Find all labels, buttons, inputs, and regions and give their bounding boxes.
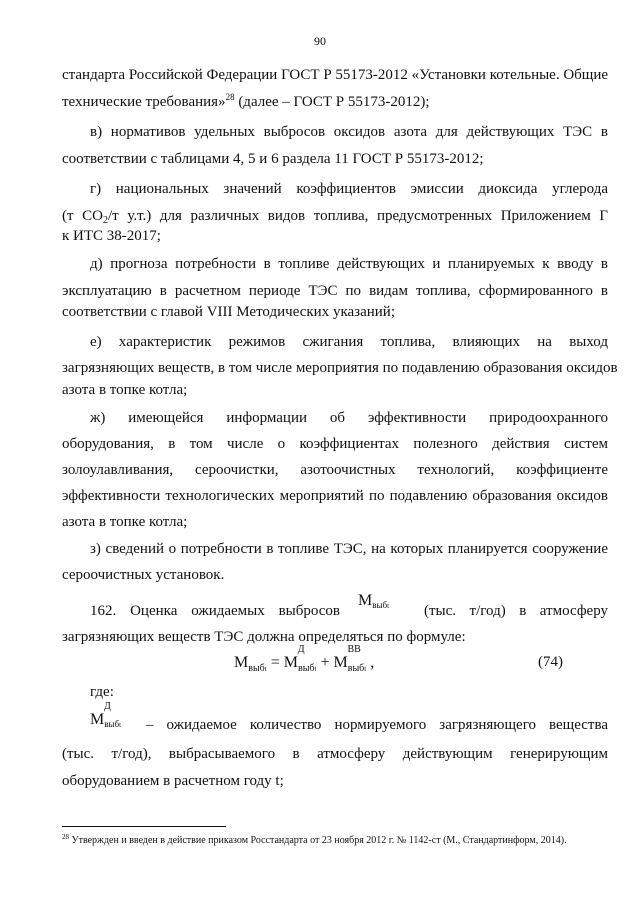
footnote-reference: 28 xyxy=(225,92,235,102)
text-line: загрязняющих веществ ТЭС должна определяться по формуле: xyxy=(62,629,466,645)
text-line: сероочистных установок. xyxy=(62,567,225,583)
page-number: 90 xyxy=(314,34,326,48)
formula-74: $M_{выбt} = M$ Д $_{выбt}$ + M ВВ $_{выбt}$ , xyxy=(234,644,375,674)
list-item-zh: ж) имеющейся информации об эффективности природоохранного xyxy=(90,410,608,426)
text-line: соответствии с главой VIII Методических указаний; xyxy=(62,304,396,320)
list-item-z: з) сведений о потребности в топливе ТЭС, на которых планируется сооружение xyxy=(90,541,608,557)
text-line: азота в топке котла; xyxy=(62,514,188,530)
footnote-divider xyxy=(62,826,226,827)
text-line: азота в топке котла; xyxy=(62,382,188,398)
formula-number: (74) xyxy=(538,654,563,670)
text-line: золоулавливания, сероочистки, азотоочистных технологий, коэффициенте xyxy=(62,462,608,478)
symbol-m-d: M Д выбt xyxy=(90,701,122,729)
text-line: технические требования»$^{28}$ (далее – ГОСТ Р 55173-2012); xyxy=(62,92,430,110)
text-line: (т $СО_2/т$ у.т.) для различных видов топлива, предусмотренных Приложением Г xyxy=(62,208,608,226)
where-label: где: xyxy=(90,684,114,700)
list-item-v: в) нормативов удельных выбросов оксидов азота для действующих ТЭС в xyxy=(90,124,608,140)
text-line: оборудования, в том числе о коэффициентах полезного действия систем xyxy=(62,436,608,452)
list-item-e: е) характеристик режимов сжигания топлива, влияющих на выход xyxy=(90,334,608,350)
text-line: эксплуатацию в расчетном периоде ТЭС по видам топлива, сформированного в xyxy=(62,283,608,299)
paragraph-162-start: 162. Оценка ожидаемых выбросов xyxy=(90,603,340,619)
text-line: (тыс. т/год) в атмосферу xyxy=(424,603,608,619)
text-line: загрязняющих веществ, в том числе мероприятия по подавлению образования оксидов xyxy=(62,360,618,376)
footnote: $^{28}$ Утвержден и введен в действие приказом Росстандарта от 23 ноября 2012 г. № 1142-ст (М., Стандартинформ, 2014). xyxy=(62,833,567,846)
text-line: оборудованием в расчетном году t; xyxy=(62,773,284,789)
list-item-g: г) национальных значений коэффициентов эмиссии диоксида углерода xyxy=(90,181,608,197)
text-line: эффективности технологических мероприятий по подавлению образования оксидов xyxy=(62,488,608,504)
text-line: соответствии с таблицами 4, 5 и 6 раздела 11 ГОСТ Р 55173-2012; xyxy=(62,151,484,167)
definition-text: – ожидаемое количество нормируемого загрязняющего вещества xyxy=(146,717,608,733)
text-line: стандарта Российской Федерации ГОСТ Р 55173-2012 «Установки котельные. Общие xyxy=(62,67,609,83)
text-line: к ИТС 38-2017; xyxy=(62,228,161,244)
text-line: (тыс. т/год), выбрасываемого в атмосферу действующим генерирующим xyxy=(62,746,608,762)
emission-symbol: Mвыбt xyxy=(358,592,390,610)
list-item-d: д) прогноза потребности в топливе действующих и планируемых к вводу в xyxy=(90,256,608,272)
